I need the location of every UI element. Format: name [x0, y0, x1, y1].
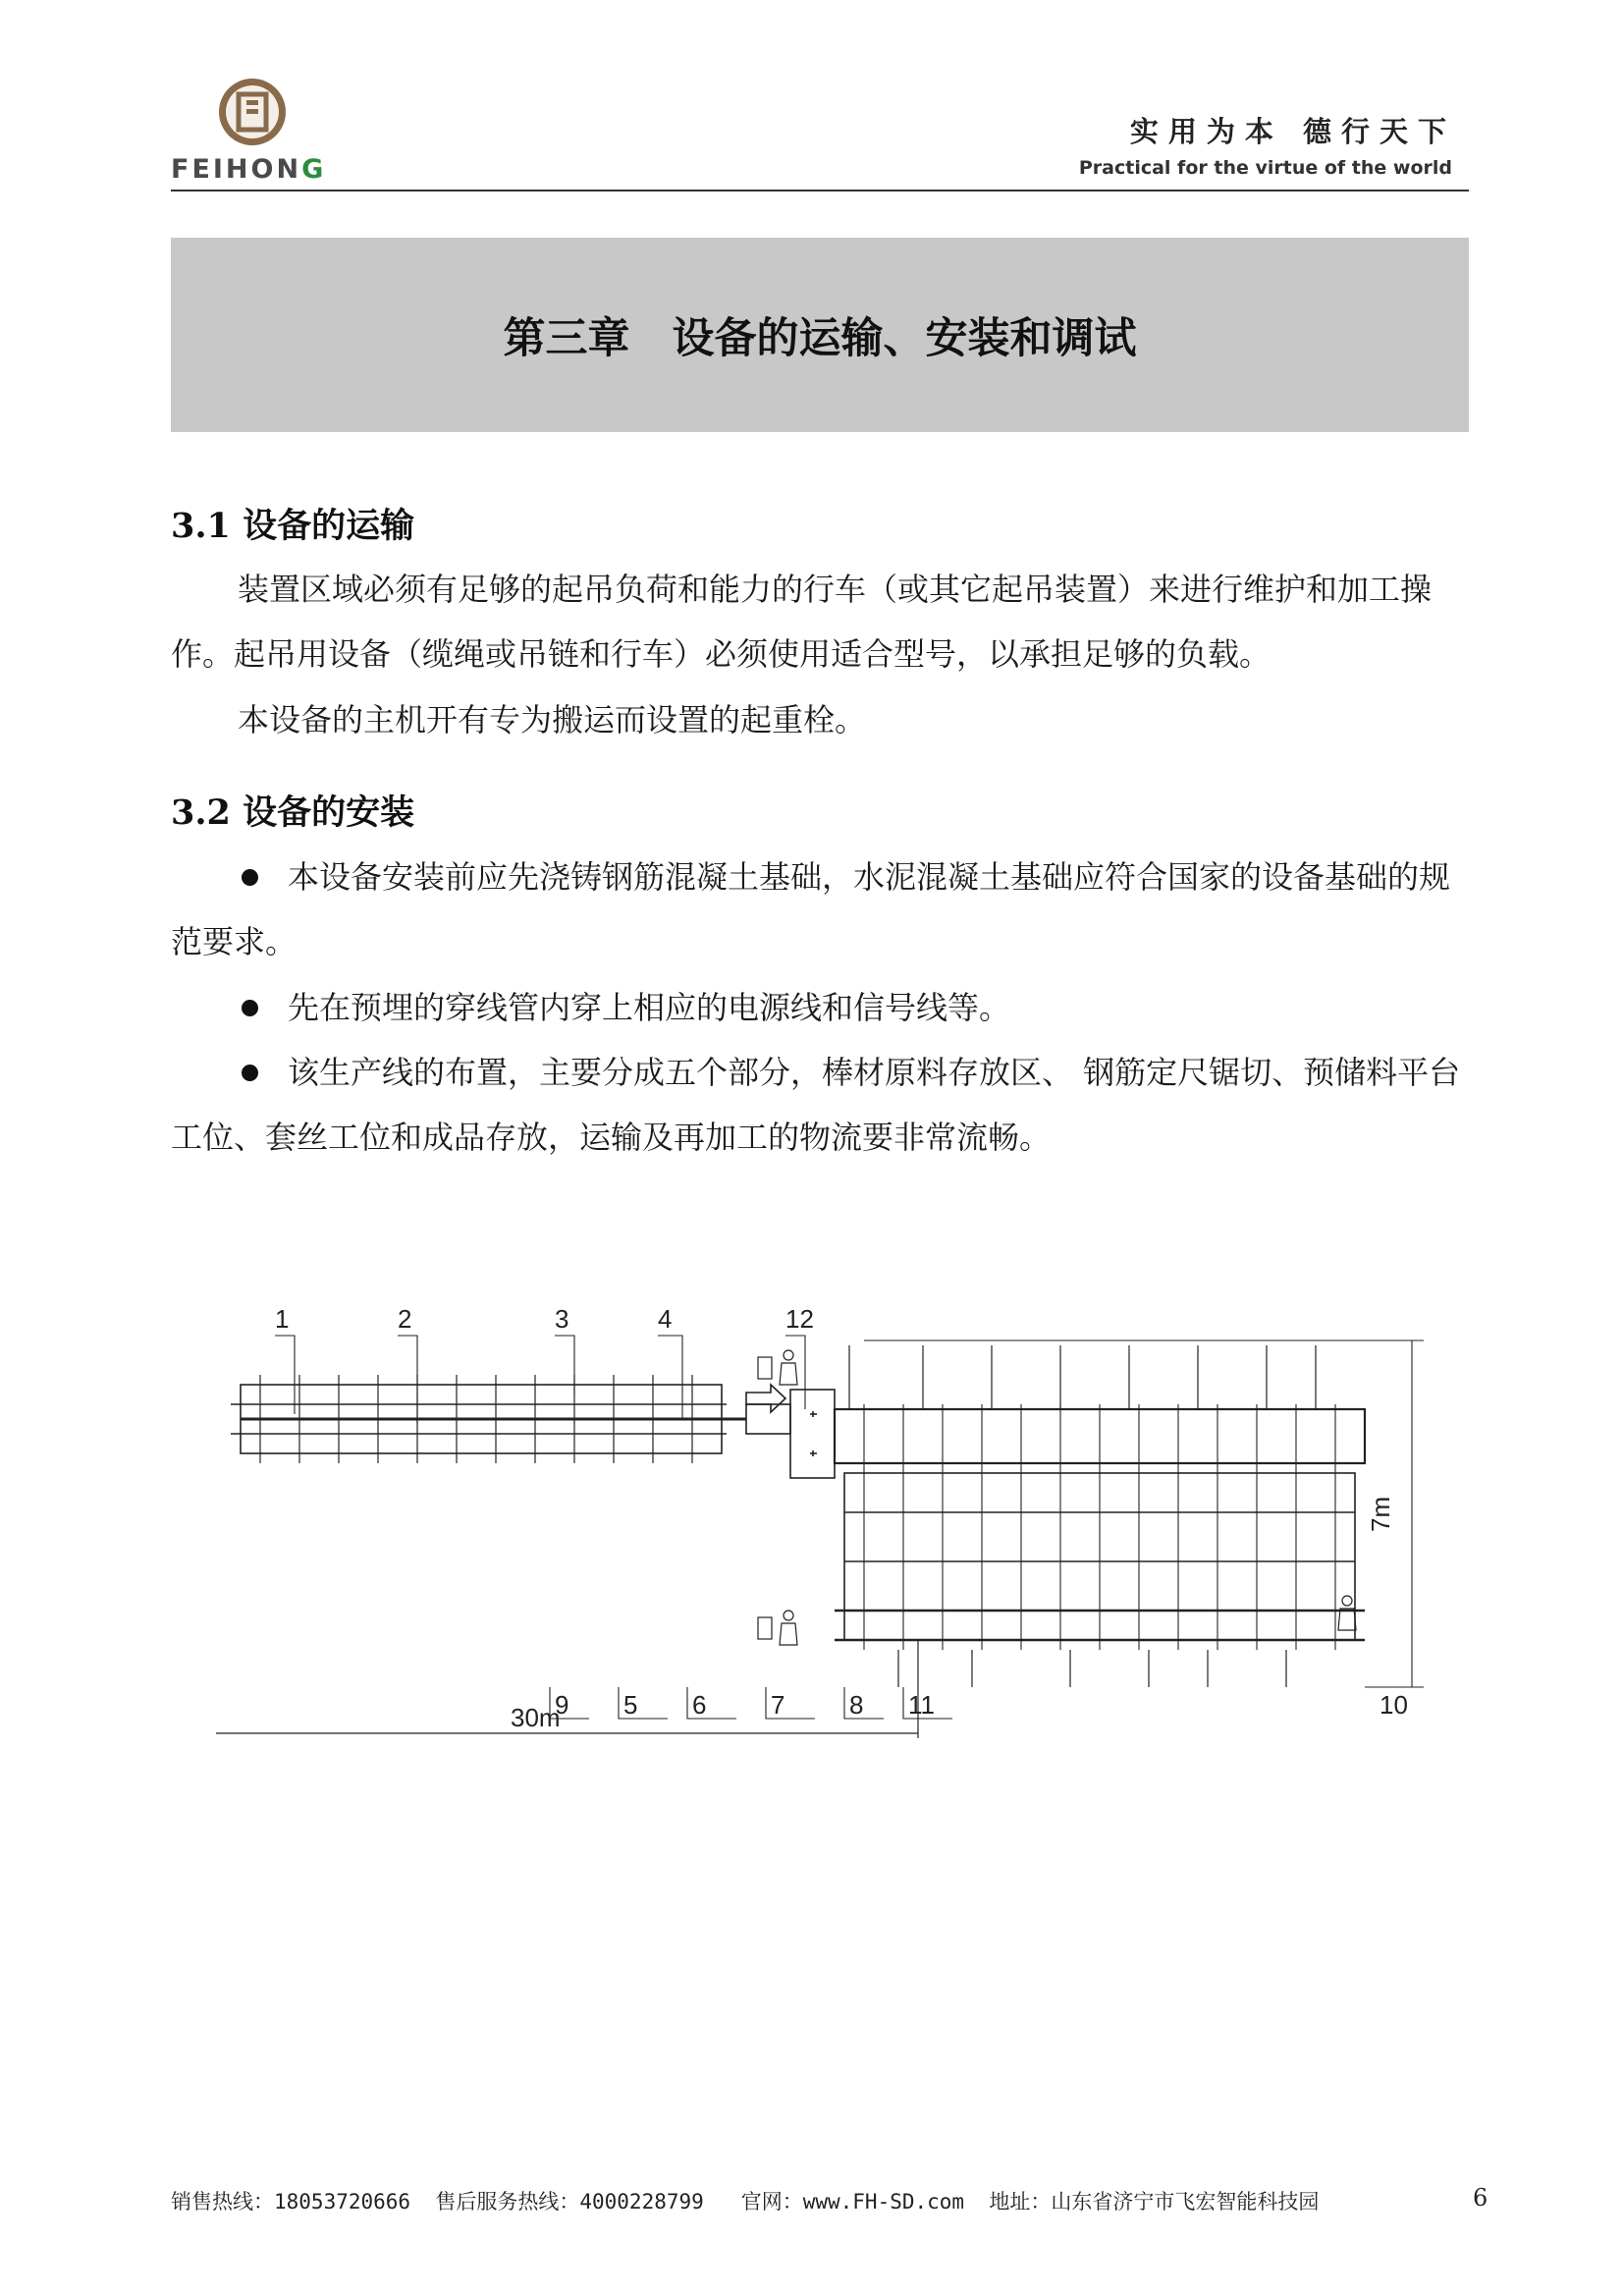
page-footer: 销售热线：18053720666 售后服务热线：4000228799 官网：www.FH-SD.com 地址：山东省济宁市飞宏智能科技园	[171, 2190, 1320, 2214]
diagram-label-11: 11	[908, 1690, 935, 1720]
operator-figure-icon	[1338, 1596, 1356, 1630]
section-heading-3-1: 3.1 设备的运输	[171, 506, 415, 546]
logo-emblem-icon	[217, 77, 288, 147]
header-rule	[171, 190, 1469, 191]
diagram-label-7: 7	[771, 1690, 785, 1720]
bullet-icon	[242, 1000, 258, 1016]
diagram-label-1: 1	[275, 1304, 290, 1334]
diagram-label-2: 2	[398, 1304, 412, 1334]
diagram-label-5: 5	[623, 1690, 638, 1720]
dimension-length-label: 30m	[511, 1703, 561, 1732]
paragraph: 本设备的主机开有专为搬运而设置的起重栓。	[238, 701, 867, 738]
operator-figure-icon	[758, 1611, 797, 1645]
motto-chinese: 实用为本 德行天下	[1129, 115, 1456, 148]
chapter-title: 第三章 设备的运输、安装和调试	[503, 313, 1137, 363]
bullet-item: 本设备安装前应先浇铸钢筋混凝土基础，水泥混凝土基础应符合国家的设备基础的规范要求。	[171, 858, 1451, 960]
logo-wordmark: FEIHONG	[171, 154, 327, 185]
page-header	[0, 0, 1623, 196]
motto-english: Practical for the virtue of the world	[1078, 157, 1452, 179]
operator-figure-icon	[758, 1350, 797, 1385]
diagram-label-3: 3	[555, 1304, 569, 1334]
diagram-label-12: 12	[785, 1304, 814, 1334]
diagram-label-10: 10	[1380, 1690, 1408, 1720]
diagram-label-6: 6	[692, 1690, 707, 1720]
section-heading-3-2: 3.2 设备的安装	[171, 793, 415, 833]
bullet-icon	[242, 869, 258, 886]
diagram-label-8: 8	[849, 1690, 864, 1720]
production-line-layout-diagram	[216, 1277, 1443, 1738]
bullet-item: 先在预埋的穿线管内穿上相应的电源线和信号线等。	[171, 975, 1469, 1040]
dimension-width-label: 7m	[1366, 1496, 1395, 1532]
chapter-banner	[171, 238, 1469, 432]
diagram-label-9: 9	[555, 1690, 569, 1720]
page-number: 6	[1473, 2184, 1488, 2212]
feihong-logo	[171, 77, 348, 194]
bullet-item: 该生产线的布置，主要分成五个部分，棒材原料存放区、 钢筋定尺锯切、预储料平台工位、套丝工位和成品存放，运输及再加工的物流要非常流畅。	[171, 1054, 1461, 1156]
storage-platform	[835, 1345, 1365, 1687]
raw-material-rack	[231, 1375, 746, 1463]
bullet-icon	[242, 1065, 258, 1081]
diagram-label-4: 4	[658, 1304, 673, 1334]
paragraph: 装置区域必须有足够的起吊负荷和能力的行车（或其它起吊装置）来进行维护和加工操作。起吊用设备（缆绳或吊链和行车）必须使用适合型号，以承担足够的负载。	[171, 571, 1433, 673]
saw-station	[746, 1385, 835, 1478]
